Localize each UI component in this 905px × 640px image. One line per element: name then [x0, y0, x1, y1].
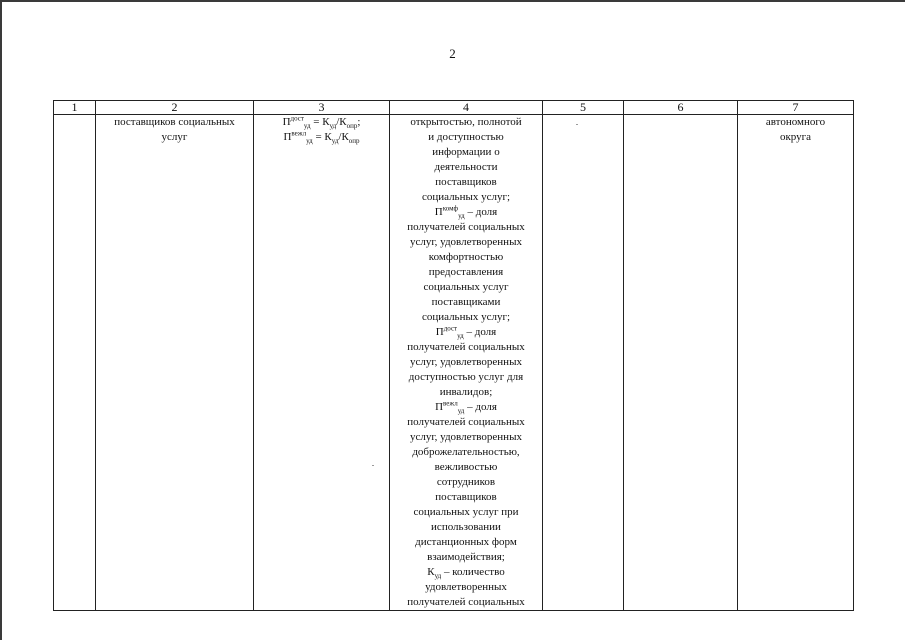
col4-line: удовлетворенных: [425, 581, 507, 593]
col4-line: социальных услуг;: [421, 311, 511, 323]
col4-line: предоставления: [428, 266, 504, 278]
col4-line: $П^{вежл}_{уд}$ – доля: [435, 399, 497, 416]
col4-line: получателей социальных: [407, 596, 525, 608]
scan-edge-top: [0, 0, 905, 2]
col4-line: услуг, удовлетворенных: [410, 431, 522, 443]
formula-dost: $П^{дост}_{уд} = К_{уд}/К_{опр}$;: [282, 114, 361, 131]
cell-col-1: [54, 115, 96, 611]
col4-line: использовании: [431, 521, 501, 533]
col4-line: $П^{дост}_{уд}$ – доля: [435, 324, 497, 341]
scan-edge-left: [0, 0, 2, 640]
column-header-5: 5: [543, 101, 624, 115]
col4-line: услуг, удовлетворенных: [410, 236, 522, 248]
col4-line: комфортностью: [428, 251, 504, 263]
col4-line: $К_{уд}$ – количество: [427, 566, 505, 581]
col4-line: социальных услуг: [423, 281, 509, 293]
table-row: [54, 115, 854, 611]
col7-line: автономного: [765, 116, 826, 128]
col4-line: деятельности: [434, 161, 498, 173]
col4-line: социальных услуг при: [413, 506, 519, 518]
col4-line: доступностью услуг для: [408, 371, 524, 383]
col4-line: сотрудников: [436, 476, 496, 488]
col2-line: услуг: [161, 131, 188, 143]
column-header-7: 7: [738, 101, 854, 115]
indicator-table: [53, 100, 854, 611]
col4-line: информации о: [432, 146, 500, 158]
col4-line: взаимодействия;: [427, 551, 505, 563]
col4-line: получателей социальных: [407, 341, 525, 353]
col4-line: услуг, удовлетворенных: [410, 356, 522, 368]
cell-col-7: [738, 115, 854, 611]
col4-line: инвалидов;: [439, 386, 493, 398]
column-header-2: 2: [96, 101, 254, 115]
col4-line: социальных услуг;: [421, 191, 511, 203]
cell-col-2: [96, 115, 254, 611]
cell-col-3: [254, 115, 390, 611]
col4-line: получателей социальных: [407, 416, 525, 428]
column-header-1: 1: [54, 101, 96, 115]
col4-line: поставщиков: [435, 176, 497, 188]
column-header-6: 6: [624, 101, 738, 115]
cell-col-4: [390, 115, 543, 611]
col4-line: дистанционных форм: [415, 536, 517, 548]
table-header-row: [54, 101, 854, 115]
cell-col-5: [543, 115, 624, 611]
column-header-3: 3: [254, 101, 390, 115]
col4-line: открытостью, полнотой: [410, 116, 522, 128]
col4-line: $П^{комф}_{уд}$ – доля: [434, 204, 498, 221]
formula-vezhl: $П^{вежл}_{уд} = К_{уд}/К_{опр}$: [283, 129, 360, 146]
col4-line: и доступностью: [428, 131, 504, 143]
col7-line: округа: [779, 131, 812, 143]
cell-col-6: [624, 115, 738, 611]
col4-line: получателей социальных: [407, 221, 525, 233]
col4-line: доброжелательностью,: [412, 446, 520, 458]
col2-line: поставщиков социальных: [114, 116, 235, 128]
col4-line: поставщиками: [431, 296, 501, 308]
page-number: 2: [449, 46, 456, 61]
col4-line: поставщиков: [435, 491, 497, 503]
col4-line: вежливостью: [434, 461, 498, 473]
column-header-4: 4: [390, 101, 543, 115]
